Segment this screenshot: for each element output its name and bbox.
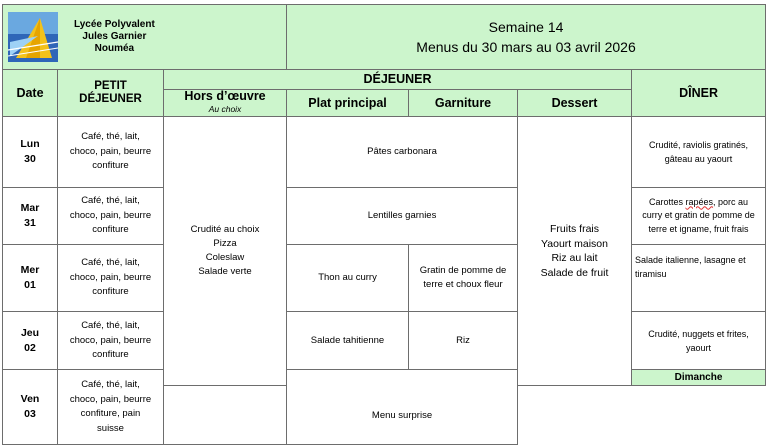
sunday-label: Dimanche bbox=[632, 370, 766, 386]
date-range: Menus du 30 mars au 03 avril 2026 bbox=[416, 38, 636, 55]
starter-note: Au choix bbox=[208, 104, 242, 115]
day-thursday: Jeu 02 bbox=[3, 312, 58, 370]
misspelled-word: rapées bbox=[685, 196, 714, 207]
dinner-header: DÎNER bbox=[632, 69, 766, 117]
lunch-monday: Pâtes carbonara bbox=[287, 117, 518, 188]
day-wednesday: Mer 01 bbox=[3, 244, 58, 312]
starters-list: Crudité au choix Pizza Coleslaw Salade verte bbox=[164, 117, 287, 386]
school-header bbox=[3, 5, 287, 70]
lunch-header: DÉJEUNER bbox=[164, 69, 632, 89]
starter-header: Hors d’œuvre Au choix bbox=[164, 89, 287, 116]
school-logo-icon bbox=[8, 12, 58, 62]
day-tuesday: Mar 31 bbox=[3, 188, 58, 245]
breakfast-monday: Café, thé, lait, choco, pain, beurre confiture bbox=[58, 117, 164, 188]
date-header: Date bbox=[3, 69, 58, 117]
desserts-list: Fruits frais Yaourt maison Riz au lait Salade de fruit bbox=[518, 117, 632, 386]
day-friday: Ven 03 bbox=[3, 370, 58, 445]
breakfast-header: PETIT DÉJEUNER bbox=[58, 69, 164, 117]
day-monday: Lun 30 bbox=[3, 117, 58, 188]
breakfast-friday: Café, thé, lait, choco, pain, beurre confiture, pain suisse bbox=[58, 370, 164, 445]
dinner-sunday bbox=[164, 386, 287, 445]
lunch-wednesday-side: Gratin de pomme de terre et choux fleur bbox=[409, 244, 518, 312]
main-header: Plat principal bbox=[287, 89, 409, 116]
breakfast-tuesday: Café, thé, lait, choco, pain, beurre confiture bbox=[58, 188, 164, 245]
lunch-wednesday-main: Thon au curry bbox=[287, 244, 409, 312]
dinner-thursday: Crudité, nuggets et frites, yaourt bbox=[632, 312, 766, 370]
breakfast-wednesday: Café, thé, lait, choco, pain, beurre confiture bbox=[58, 244, 164, 312]
menu-title bbox=[287, 5, 766, 70]
side-header: Garniture bbox=[409, 89, 518, 116]
breakfast-thursday: Café, thé, lait, choco, pain, beurre confiture bbox=[58, 312, 164, 370]
week-label: Semaine 14 bbox=[488, 18, 564, 35]
lunch-thursday-side: Riz bbox=[409, 312, 518, 370]
weekly-menu-table bbox=[2, 4, 766, 445]
lunch-tuesday: Lentilles garnies bbox=[287, 188, 518, 245]
dessert-header: Dessert bbox=[518, 89, 632, 116]
dinner-wednesday: Salade italienne, lasagne et tiramisu bbox=[632, 244, 766, 312]
dinner-tuesday: Carottes rapées, porc au curry et gratin de pomme de terre et igname, fruit frais bbox=[632, 188, 766, 245]
school-name: Lycée Polyvalent Jules Garnier Nouméa bbox=[74, 18, 155, 54]
lunch-friday: Menu surprise bbox=[287, 370, 518, 445]
dinner-monday: Crudité, raviolis gratinés, gâteau au yaourt bbox=[632, 117, 766, 188]
lunch-thursday-main: Salade tahitienne bbox=[287, 312, 409, 370]
